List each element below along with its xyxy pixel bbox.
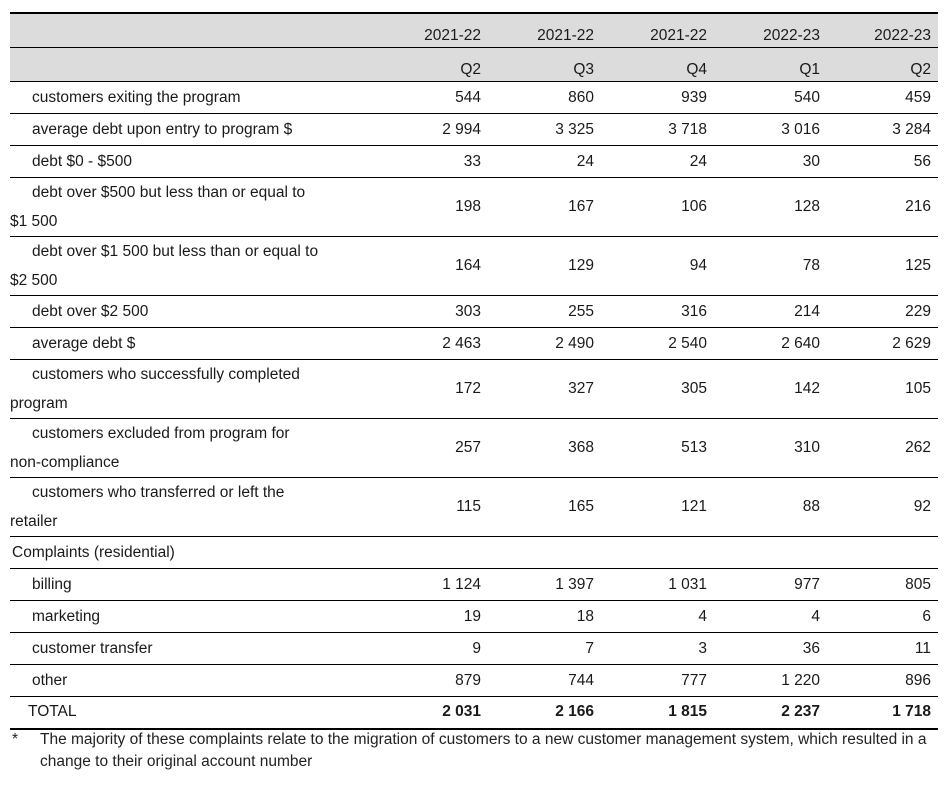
- total-row: [10, 697, 938, 729]
- row-label: marketing: [32, 607, 101, 625]
- cell-value: 88: [802, 498, 820, 515]
- section-header-row: [10, 537, 938, 569]
- cell-value: 129: [568, 257, 594, 274]
- table-row: [10, 114, 938, 146]
- cell-value: 165: [568, 498, 594, 515]
- cell-value: 255: [568, 302, 594, 320]
- cell-value: 198: [455, 198, 481, 215]
- cell-value: 7: [585, 639, 594, 657]
- retailer-data-table: [10, 12, 938, 730]
- table-row: [10, 178, 938, 237]
- cell-value: 777: [681, 671, 707, 689]
- cell-value: 3 016: [781, 120, 820, 138]
- quarter-header: Q1: [714, 48, 827, 82]
- cell-value: 2 463: [442, 334, 481, 352]
- total-value: 2 031: [442, 703, 481, 721]
- row-label: debt over $500 but less than or equal to $1 500: [10, 184, 306, 230]
- cell-value: 2 640: [781, 334, 820, 352]
- cell-value: 544: [455, 88, 481, 106]
- cell-value: 11: [914, 639, 931, 657]
- table-row: [10, 360, 938, 419]
- cell-value: 327: [568, 380, 594, 397]
- cell-value: 860: [568, 88, 594, 106]
- cell-value: 142: [794, 380, 820, 397]
- cell-value: 4: [811, 607, 820, 625]
- cell-value: 305: [681, 380, 707, 397]
- year-header: 2022-23: [714, 13, 827, 48]
- total-label: TOTAL: [28, 703, 77, 721]
- total-value: 1 815: [668, 703, 707, 721]
- cell-value: 3 284: [892, 120, 931, 138]
- footnote: [10, 729, 945, 773]
- footnote-mark: *: [12, 731, 19, 748]
- cell-value: 939: [681, 88, 707, 106]
- cell-value: 36: [802, 639, 820, 657]
- cell-value: 128: [794, 198, 820, 215]
- cell-value: 1 220: [781, 671, 820, 689]
- table-row: [10, 478, 938, 537]
- cell-value: 879: [455, 671, 481, 689]
- cell-value: 2 629: [892, 334, 931, 352]
- row-label: customers exiting the program: [32, 88, 241, 106]
- quarter-header: Q3: [488, 48, 601, 82]
- row-label: debt $0 - $500: [32, 152, 132, 170]
- cell-value: 805: [905, 575, 931, 593]
- cell-value: 214: [794, 302, 820, 320]
- cell-value: 121: [681, 498, 707, 515]
- table-row: [10, 82, 938, 114]
- cell-value: 3 325: [555, 120, 594, 138]
- row-label: customers who successfully completed program: [10, 366, 300, 412]
- cell-value: 1 031: [668, 575, 707, 593]
- cell-value: 744: [568, 671, 594, 689]
- cell-value: 92: [913, 498, 931, 515]
- cell-value: 78: [802, 257, 820, 274]
- section-title: Complaints (residential): [12, 543, 175, 561]
- cell-value: 216: [905, 198, 931, 215]
- quarter-header: Q2: [827, 48, 938, 82]
- table-row: [10, 419, 938, 478]
- cell-value: 257: [455, 439, 481, 456]
- total-value: 2 237: [781, 703, 820, 721]
- table-row: [10, 146, 938, 178]
- cell-value: 4: [698, 607, 707, 625]
- cell-value: 316: [681, 302, 707, 320]
- cell-value: 24: [576, 152, 594, 170]
- cell-value: 459: [905, 88, 931, 106]
- year-header: 2021-22: [488, 13, 601, 48]
- header-corner: [10, 13, 375, 48]
- row-label: billing: [32, 575, 72, 593]
- row-label: average debt upon entry to program $: [32, 120, 293, 138]
- cell-value: 18: [576, 607, 594, 625]
- cell-value: 513: [681, 439, 707, 456]
- cell-value: 164: [455, 257, 481, 274]
- row-label: other: [32, 671, 68, 689]
- cell-value: 1 397: [555, 575, 594, 593]
- cell-value: 2 994: [442, 120, 481, 138]
- cell-value: 30: [802, 152, 820, 170]
- total-value: 1 718: [892, 703, 931, 721]
- row-label: debt over $2 500: [32, 302, 149, 320]
- cell-value: 303: [455, 302, 481, 320]
- total-value: 2 166: [555, 703, 594, 721]
- quarter-header: Q2: [375, 48, 488, 82]
- cell-value: 19: [463, 607, 481, 625]
- header-corner: [10, 48, 375, 82]
- cell-value: 105: [905, 380, 931, 397]
- row-label: debt over $1 500 but less than or equal to $2 500: [10, 243, 319, 289]
- row-label: customers who transferred or left the retailer: [10, 484, 285, 530]
- cell-value: 977: [794, 575, 820, 593]
- cell-value: 9: [472, 639, 481, 657]
- row-label: customers excluded from program for non-compliance: [10, 425, 290, 471]
- cell-value: 896: [905, 671, 931, 689]
- table-row: [10, 633, 938, 665]
- table-row: [10, 237, 938, 296]
- cell-value: 24: [689, 152, 707, 170]
- cell-value: 229: [905, 302, 931, 320]
- quarter-header-row: [10, 48, 938, 82]
- cell-value: 540: [794, 88, 820, 106]
- cell-value: 310: [794, 439, 820, 456]
- row-label: average debt $: [32, 334, 136, 352]
- cell-value: 1 124: [442, 575, 481, 593]
- cell-value: 33: [463, 152, 481, 170]
- cell-value: 3: [698, 639, 707, 657]
- year-header: 2022-23: [827, 13, 938, 48]
- table-row: [10, 296, 938, 328]
- year-header: 2021-22: [375, 13, 488, 48]
- quarter-header: Q4: [601, 48, 714, 82]
- table-row: [10, 328, 938, 360]
- cell-value: 3 718: [668, 120, 707, 138]
- cell-value: 172: [455, 380, 481, 397]
- table-row: [10, 569, 938, 601]
- cell-value: 106: [681, 198, 707, 215]
- cell-value: 6: [922, 607, 931, 625]
- cell-value: 115: [456, 498, 481, 515]
- data-table-container: [10, 12, 938, 730]
- cell-value: 2 490: [555, 334, 594, 352]
- year-header: 2021-22: [601, 13, 714, 48]
- table-row: [10, 665, 938, 697]
- cell-value: 262: [905, 439, 931, 456]
- cell-value: 94: [689, 257, 707, 274]
- year-header-row: [10, 13, 938, 48]
- cell-value: 167: [568, 198, 594, 215]
- row-label: customer transfer: [32, 639, 153, 657]
- cell-value: 56: [913, 152, 931, 170]
- footnote-text: The majority of these complaints relate to the migration of customers to a new customer management system, which resulted in a change to their original account number: [40, 731, 927, 770]
- cell-value: 125: [905, 257, 931, 274]
- cell-value: 368: [568, 439, 594, 456]
- table-row: [10, 601, 938, 633]
- cell-value: 2 540: [668, 334, 707, 352]
